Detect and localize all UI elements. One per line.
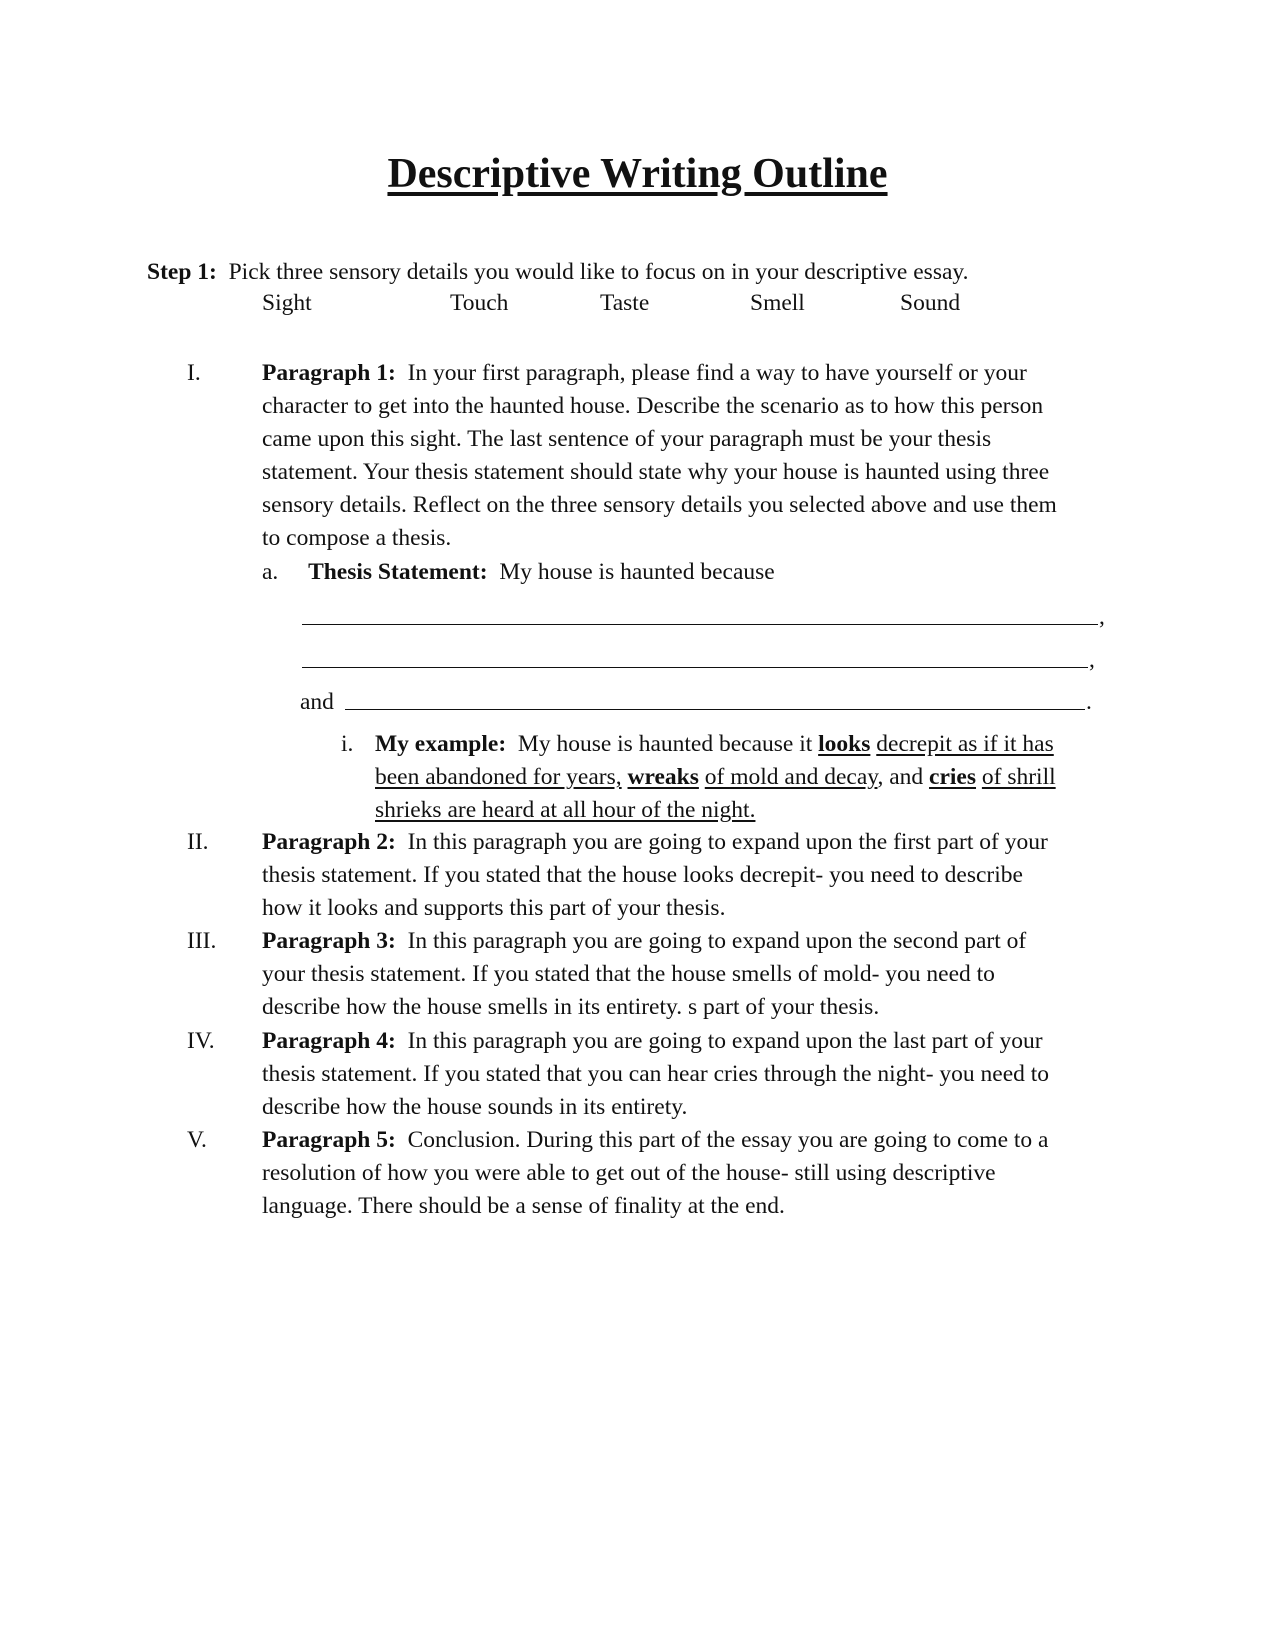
section-5-numeral: V.	[187, 1127, 207, 1153]
section-2-line: thesis statement. If you stated that the house looks decrepit- you need to describe	[262, 862, 1023, 889]
blank-2-comma: ,	[1089, 647, 1095, 673]
example-text-underlined: of shrill	[981, 764, 1056, 791]
thesis-text: My house is haunted because	[499, 559, 775, 585]
section-5-paragraph	[262, 1124, 1122, 1223]
step1-line	[147, 256, 969, 289]
section-3-line: In this paragraph you are going to expand upon the second part of	[407, 928, 1027, 954]
example-text-underlined: decrepit as if it has	[876, 731, 1054, 757]
section-2-label: Paragraph 2:	[262, 829, 396, 855]
section-1-line: to compose a thesis.	[262, 525, 452, 552]
section-5-line: language. There should be a sense of finality at the end.	[262, 1193, 785, 1220]
blank-1-comma: ,	[1099, 604, 1105, 630]
and-word: and	[300, 689, 334, 715]
sense-smell: Smell	[750, 290, 805, 316]
thesis-line	[262, 556, 775, 589]
example-keyword-wreaks: wreaks	[627, 764, 699, 791]
section-3-line: describe how the house smells in its entirety. s part of your thesis.	[262, 994, 880, 1021]
section-1-line: In your first paragraph, please find a way to have yourself or your	[407, 360, 1027, 386]
section-1-numeral: I.	[187, 360, 201, 386]
section-1-paragraph	[262, 357, 1122, 556]
example-paragraph	[375, 728, 1135, 827]
section-3-paragraph	[262, 925, 1122, 1024]
section-3-label: Paragraph 3:	[262, 928, 396, 954]
section-5-line: Conclusion. During this part of the essay you are going to come to a	[407, 1127, 1049, 1153]
section-5-line: resolution of how you were able to get out of the house- still using descriptive	[262, 1160, 996, 1187]
example-label: My example:	[375, 731, 507, 757]
thesis-label: Thesis Statement:	[308, 559, 488, 585]
section-4-line: In this paragraph you are going to expand upon the last part of your	[407, 1028, 1043, 1054]
sense-taste: Taste	[600, 290, 650, 316]
example-text-underlined: of mold and decay	[704, 764, 878, 791]
section-4-numeral: IV.	[187, 1028, 215, 1054]
section-2-numeral: II.	[187, 829, 209, 855]
example-marker: i.	[341, 731, 354, 757]
blank-3-period: .	[1086, 689, 1092, 715]
section-2-line: how it looks and supports this part of your thesis.	[262, 895, 726, 922]
sense-sight: Sight	[262, 290, 312, 316]
step1-label: Step 1:	[147, 259, 217, 285]
section-2-line: In this paragraph you are going to expand upon the first part of your	[407, 829, 1048, 855]
example-text: My house is haunted because it	[517, 731, 813, 757]
example-keyword-cries: cries	[929, 764, 977, 791]
section-4-label: Paragraph 4:	[262, 1028, 396, 1054]
sense-sound: Sound	[900, 290, 961, 316]
section-5-label: Paragraph 5:	[262, 1127, 396, 1153]
section-1-line: sensory details. Reflect on the three sensory details you selected above and use them	[262, 492, 1057, 519]
section-1-line: came upon this sight. The last sentence of your paragraph must be your thesis	[262, 426, 992, 453]
example-text: , and	[877, 764, 924, 791]
sense-touch: Touch	[450, 290, 509, 316]
step1-text: Pick three sensory details you would like to focus on in your descriptive essay.	[228, 259, 969, 285]
thesis-blank-1[interactable]	[302, 624, 1098, 625]
section-3-numeral: III.	[187, 928, 217, 954]
example-text-underlined: been abandoned for years,	[375, 764, 622, 791]
section-4-line: describe how the house sounds in its entirety.	[262, 1094, 688, 1121]
page-title: Descriptive Writing Outline	[387, 151, 888, 197]
thesis-blank-2[interactable]	[302, 667, 1088, 668]
section-3-line: your thesis statement. If you stated that the house smells of mold- you need to	[262, 961, 995, 988]
section-4-paragraph	[262, 1025, 1122, 1124]
example-text-underlined: shrieks are heard at all hour of the night.	[375, 797, 756, 824]
section-1-label: Paragraph 1:	[262, 360, 396, 386]
section-1-line: character to get into the haunted house. Describe the scenario as to how this person	[262, 393, 1044, 420]
section-1-line: statement. Your thesis statement should state why your house is haunted using three	[262, 459, 1050, 486]
thesis-marker: a.	[262, 559, 279, 585]
example-keyword-looks: looks	[818, 731, 871, 757]
section-4-line: thesis statement. If you stated that you can hear cries through the night- you need to	[262, 1061, 1050, 1088]
section-2-paragraph	[262, 826, 1122, 925]
thesis-blank-3[interactable]	[345, 709, 1085, 710]
